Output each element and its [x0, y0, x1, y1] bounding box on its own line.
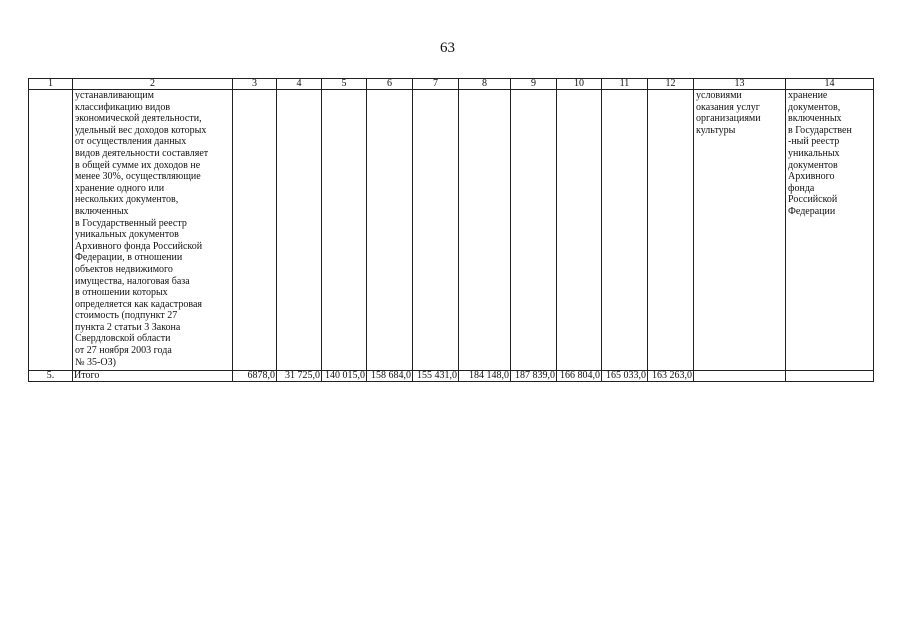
- header-cell: 9: [511, 79, 557, 90]
- total-row: [29, 371, 874, 382]
- text-line: нескольких документов,: [75, 194, 179, 206]
- text-line: уникальных: [788, 147, 840, 159]
- total-col14-cell: [786, 371, 874, 382]
- table-header-row: [29, 79, 874, 90]
- text-line: экономической деятельности,: [75, 113, 202, 125]
- total-row-label: Итого: [73, 371, 233, 382]
- value-cell: [557, 90, 602, 371]
- text-line: фонда: [788, 182, 815, 194]
- text-line: Архивного фонда Российской: [75, 240, 203, 252]
- text-line: -ный реестр: [788, 136, 840, 148]
- text-line: имущества, налоговая база: [75, 275, 190, 287]
- value-cell: [322, 90, 367, 371]
- text-line: Федерации: [788, 205, 836, 217]
- total-value-cell: 155 431,0: [413, 371, 459, 382]
- header-cell: 8: [459, 79, 511, 90]
- page-number: 63: [440, 40, 455, 56]
- text-line: условиями: [696, 90, 742, 101]
- value-cell: [602, 90, 648, 371]
- value-cell: [648, 90, 694, 371]
- header-cell: 1: [29, 79, 73, 90]
- text-line: объектов недвижимого: [75, 263, 173, 275]
- text-line: Федерации, в отношении: [75, 252, 183, 264]
- text-line: включенных: [75, 205, 129, 217]
- total-value-cell: 31 725,0: [277, 371, 322, 382]
- total-col13-cell: [694, 371, 786, 382]
- text-line: определяется как кадастровая: [75, 298, 202, 310]
- text-line: в отношении которых: [75, 287, 168, 299]
- conditions-cell: [694, 90, 786, 371]
- value-cell: [511, 90, 557, 371]
- text-line: документов: [788, 159, 838, 171]
- header-cell: 13: [694, 79, 786, 90]
- text-line: пункта 2 статьи 3 Закона: [75, 321, 181, 333]
- text-line: в Государственный реестр: [75, 217, 187, 229]
- total-value-cell: 184 148,0: [459, 371, 511, 382]
- value-cell: [233, 90, 277, 371]
- text-line: видов деятельности составляет: [75, 147, 209, 159]
- header-cell: 3: [233, 79, 277, 90]
- text-line: уникальных документов: [75, 229, 179, 241]
- text-line: менее 30%, осуществляющие: [75, 171, 201, 183]
- total-row-number: 5.: [29, 371, 73, 382]
- row-number-cell: [29, 90, 73, 371]
- header-cell: 7: [413, 79, 459, 90]
- text-line: от осуществления данных: [75, 136, 187, 148]
- text-line: Архивного: [788, 171, 835, 183]
- total-value-cell: 165 033,0: [602, 371, 648, 382]
- table-row: [29, 90, 874, 371]
- total-value-cell: 187 839,0: [511, 371, 557, 382]
- total-value-cell: 158 684,0: [367, 371, 413, 382]
- value-cell: [459, 90, 511, 371]
- text-line: в Государствен: [788, 124, 852, 136]
- total-value-cell: 166 804,0: [557, 371, 602, 382]
- value-cell: [277, 90, 322, 371]
- text-line: устанавливающим: [75, 90, 154, 101]
- text-line: документов,: [788, 101, 841, 113]
- total-value-cell: 6878,0: [233, 371, 277, 382]
- documents-cell: [786, 90, 874, 371]
- text-line: от 27 ноября 2003 года: [75, 345, 172, 357]
- text-line: культуры: [696, 124, 736, 136]
- header-cell: 2: [73, 79, 233, 90]
- text-line: № 35-ОЗ): [75, 356, 116, 368]
- total-value-cell: 163 263,0: [648, 371, 694, 382]
- text-line: Свердловской области: [75, 333, 171, 345]
- total-value-cell: 140 015,0: [322, 371, 367, 382]
- header-cell: 4: [277, 79, 322, 90]
- value-cell: [413, 90, 459, 371]
- text-line: хранение: [788, 90, 828, 101]
- header-cell: 5: [322, 79, 367, 90]
- text-line: классификацию видов: [75, 101, 171, 113]
- text-line: хранение одного или: [75, 182, 165, 194]
- text-line: удельный вес доходов которых: [75, 124, 207, 136]
- text-line: включенных: [788, 113, 842, 125]
- header-cell: 6: [367, 79, 413, 90]
- text-line: в общей сумме их доходов не: [75, 159, 201, 171]
- description-cell: [73, 90, 233, 371]
- text-line: стоимость (подпункт 27: [75, 310, 178, 322]
- text-line: оказания услуг: [696, 101, 760, 113]
- header-cell: 14: [786, 79, 874, 90]
- header-cell: 10: [557, 79, 602, 90]
- text-line: Российской: [788, 194, 838, 206]
- header-cell: 11: [602, 79, 648, 90]
- data-table: [28, 78, 874, 382]
- value-cell: [367, 90, 413, 371]
- text-line: организациями: [696, 113, 761, 125]
- header-cell: 12: [648, 79, 694, 90]
